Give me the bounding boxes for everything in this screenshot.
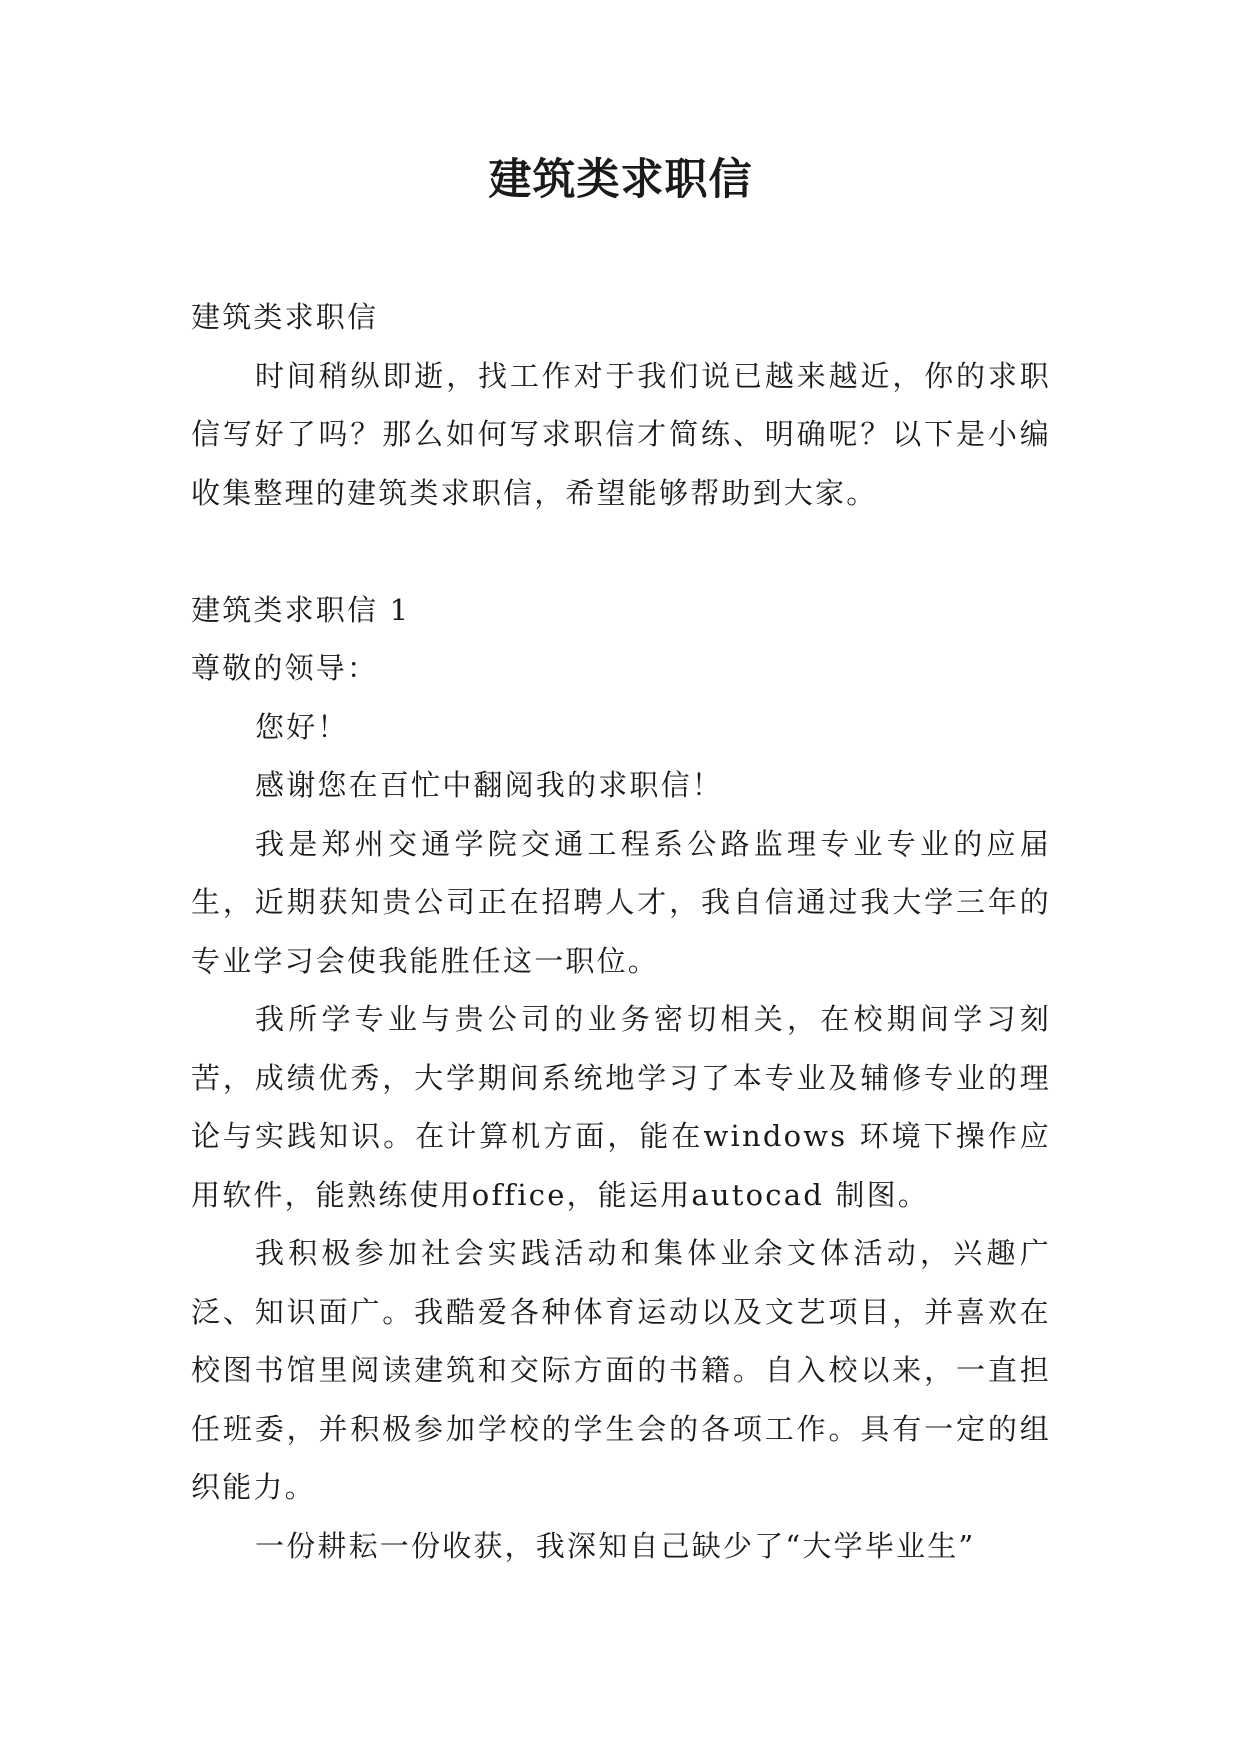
salutation: 尊敬的领导： bbox=[191, 651, 379, 685]
body-paragraph: 我积极参加社会实践活动和集体业余文体活动，兴趣广泛、知识面广。我酷爱各种体育运动以及文艺项目，并喜欢在校图书馆里阅读建筑和交际方面的书籍。自入校以来，一直担任班委，并积极参加学校的学生会的各项工作。具有一定的组织能力。 bbox=[191, 1236, 1051, 1504]
body-paragraph: 一份耕耘一份收获，我深知自己缺少了“大学毕业生” bbox=[255, 1528, 976, 1563]
greeting: 您好！ bbox=[255, 709, 349, 744]
section-subtitle: 建筑类求职信 bbox=[191, 300, 379, 334]
document-title: 建筑类求职信 bbox=[488, 155, 753, 205]
intro-paragraph: 时间稍纵即逝，找工作对于我们说已越来越近，你的求职信写好了吗？那么如何写求职信才简练、明确呢？以下是小编收集整理的建筑类求职信，希望能够帮助到大家。 bbox=[191, 358, 1051, 510]
blank-line bbox=[191, 522, 1051, 581]
body-paragraph: 我是郑州交通学院交通工程系公路监理专业专业的应届生，近期获知贵公司正在招聘人才，我自信通过我大学三年的专业学习会使我能胜任这一职位。 bbox=[191, 826, 1051, 978]
thanks-line: 感谢您在百忙中翻阅我的求职信！ bbox=[255, 768, 724, 802]
document-body bbox=[191, 288, 1051, 1575]
body-paragraph: 我所学专业与贵公司的业务密切相关，在校期间学习刻苦，成绩优秀，大学期间系统地学习了本专业及辅修专业的理论与实践知识。在计算机方面，能在windows 环境下操作应用软件，能熟练使用office，能运用autocad 制图。 bbox=[191, 1002, 1051, 1212]
letter-heading: 建筑类求职信 1 bbox=[191, 592, 411, 627]
